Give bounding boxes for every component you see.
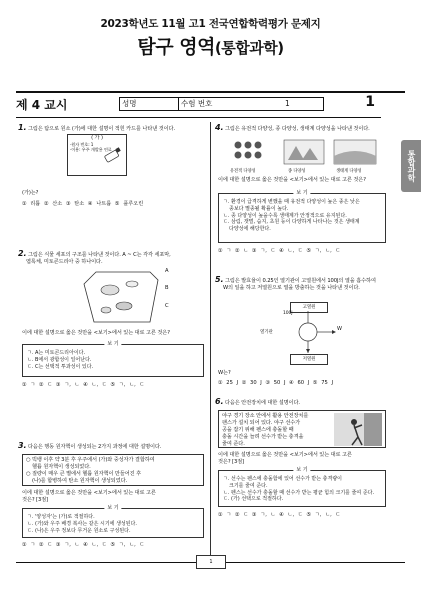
column-divider — [210, 122, 211, 558]
subject-main: 탐구 영역 — [137, 36, 215, 58]
q1-card-line2: ·이용: 우주 개발용 연료 — [70, 147, 112, 152]
q1-card — [67, 134, 127, 176]
q5-text1: 그림은 발효율이 0.25인 열기관이 고열원에서 100J의 열을 흡수하여 — [224, 278, 376, 284]
q3-bogi — [22, 505, 204, 538]
q2-bogi — [22, 341, 204, 377]
q4-bogi-2: 종보다 멸종될 확률이 높다. — [229, 205, 289, 212]
q3-bogi-3: ㄷ. (나)은 우주 정보다 무거운 원소로 구성된다. — [27, 527, 131, 534]
q3-ask — [22, 490, 207, 504]
q3-text: 다음은 행동 원자핵이 생성되는 2가지 과정에 대한 설명이다. — [27, 444, 162, 450]
question-6 — [215, 398, 385, 407]
q3-bogi-title: 보 기 — [104, 505, 121, 512]
name-box[interactable] — [119, 97, 179, 111]
subject-tab[interactable]: 통합과학 — [401, 140, 421, 192]
q2-text1: 그림은 식물 세포의 구조를 나타낸 것이다. A ~ C는 각각 세포막, — [27, 252, 171, 258]
q6-number: 6. — [215, 397, 224, 406]
q2-bogi-2: ㄴ. B에서 광합성이 일어난다. — [27, 356, 92, 363]
plant-cell-diagram — [80, 268, 162, 326]
q3-ask1: 이에 대한 설명으로 옳은 것만을 <보기>에서 있는 대로 고른 — [22, 490, 156, 496]
q3-p4: (나)를 합병하여 탄소 원자핵이 생성되었다. — [32, 478, 128, 484]
exam-number-digit: 1 — [285, 99, 290, 108]
hot-reservoir: 고열원 — [290, 302, 328, 313]
engine-label: 열기관 — [260, 330, 273, 335]
header-rule-bottom — [16, 117, 381, 118]
q6-p1: 야구 경기 장소 안에서 활용 안전장치를 — [222, 413, 309, 419]
subject-sub: (통합과학) — [214, 39, 284, 57]
q4-cap-1: 유전적 다양성 — [230, 169, 256, 174]
q4-bogi-1: ㄱ. 환경이 급격하게 변했을 때 유전적 다양성이 높은 종은 낮은 — [223, 199, 360, 205]
q2-ask: 이에 대한 설명으로 옳은 것만을 <보기>에서 있는 대로 고른 것은? — [22, 330, 170, 336]
exam-title: 2023학년도 11월 고1 전국연합학력평가 문제지 — [100, 18, 321, 30]
label-b: B — [165, 285, 169, 291]
q3-passage — [22, 454, 204, 486]
q3-p2: 헬륨 원자핵이 생성되었다. — [32, 464, 91, 470]
q1-ask: (가)는? — [22, 190, 39, 196]
q6-bogi — [218, 467, 386, 507]
q4-bogi-4: ㄷ. 삼림, 갯벌, 습지, 초원 등이 다양하게 나타나는 것은 생태계 — [223, 219, 360, 226]
name-label: 성명 — [122, 99, 137, 108]
q6-bogi-3: ㄴ. 펜스는 선수가 충돌할 때 선수가 받는 평균 힘의 크기를 줄여 준다. — [223, 489, 375, 496]
session-label: 제 4 교시 — [16, 98, 68, 112]
question-5 — [215, 276, 387, 292]
q3-number: 3. — [18, 441, 27, 450]
q2-bogi-1: ㄱ. A는 미토콘드리아이다. — [27, 350, 86, 356]
work-label: W — [337, 326, 342, 332]
q4-bogi — [218, 190, 386, 243]
q1-card-line1: ·원자 번호: 1 — [70, 142, 94, 147]
toothpaste-icon — [103, 147, 123, 167]
q1-choices[interactable]: ① 리튬 ② 산소 ③ 탄소 ④ 나트륨 ⑤ 플루오린 — [22, 201, 144, 207]
q1-number: 1. — [18, 123, 27, 132]
q6-p3: 공을 잡기 위해 펜스에 충돌할 때 — [222, 427, 294, 433]
baseball-fence-image — [334, 413, 382, 446]
q5-text2: W의 일을 하고 저열원으로 열을 방출하는 것을 나타낸 것이다. — [223, 285, 360, 291]
label-a: A — [165, 268, 169, 274]
header-rule — [16, 91, 405, 93]
q4-text: 그림은 유전적 다양성, 종 다양성, 생태계 다양성을 나타낸 것이다. — [224, 126, 370, 132]
q3-bogi-2: ㄴ. (가)와 우주 배경 복사는 같은 시기에 생성된다. — [27, 520, 137, 527]
q4-cap-3: 생태계 다양성 — [336, 169, 362, 174]
q4-ask: 이에 대한 설명으로 옳은 것만을 <보기>에서 있는 대로 고른 것은? — [218, 177, 366, 183]
footer-page-number: 1 — [209, 559, 213, 565]
q6-bogi-4: ㄷ. (가) 선택으로 적절하다. — [223, 496, 284, 503]
q6-bogi-2: 크기를 줄여 준다. — [229, 482, 268, 489]
q3-ask2: 것은? [3점] — [22, 497, 48, 503]
exam-number-label: 수험 번호 — [181, 99, 213, 108]
exam-number-box[interactable] — [178, 97, 324, 111]
question-1 — [18, 124, 208, 133]
q2-bogi-3: ㄷ. C는 선택적 투과성이 있다. — [27, 363, 94, 370]
biodiversity-images — [230, 136, 380, 168]
q6-ask2: 것은? [3점] — [218, 459, 244, 465]
q6-ask1: 이에 대한 설명으로 옳은 것만을 <보기>에서 있는 대로 고른 — [218, 452, 352, 458]
q3-choices[interactable]: ① ㄱ ② ㄷ ③ ㄱ, ㄴ ④ ㄴ, ㄷ ⑤ ㄱ, ㄴ, ㄷ — [22, 542, 145, 548]
question-2 — [18, 250, 208, 266]
page-number: 1 — [365, 94, 375, 110]
cold-reservoir: 저열원 — [290, 354, 328, 365]
q6-choices[interactable]: ① ㄱ ② ㄷ ③ ㄱ, ㄴ ④ ㄴ, ㄷ ⑤ ㄱ, ㄴ, ㄷ — [218, 512, 341, 518]
q6-text: 다음은 안전장치에 대한 설명이다. — [224, 400, 300, 406]
q4-cap-2: 종 다양성 — [288, 169, 306, 174]
heat-engine-diagram — [270, 311, 350, 355]
q4-bogi-3: ㄴ. 종 다양성이 높을수록 생태계가 안정적으로 유지된다. — [223, 212, 347, 219]
q1-text: 그림은 탐으로 원소 (가)에 대한 설명이 적힌 카드를 나타낸 것이다. — [27, 126, 175, 132]
q3-p1: ○ 빅뱅 이후 약 3분 후 우주에서 (가)와 중성자가 결합하여 — [26, 457, 155, 463]
q6-p2: 팬스가 설치 되어 있다. 야구 선수가 — [222, 420, 301, 426]
q5-number: 5. — [215, 275, 224, 284]
q6-bogi-title: 보 기 — [293, 467, 310, 474]
q2-choices[interactable]: ① ㄱ ② ㄷ ③ ㄱ, ㄴ ④ ㄴ, ㄷ ⑤ ㄱ, ㄴ, ㄷ — [22, 382, 145, 388]
q3-bogi-1: ㄱ. '양성자'는 (가)로 적절하다. — [27, 514, 95, 520]
question-4 — [215, 124, 385, 133]
q5-choices[interactable]: ① 25 J ② 30 J ③ 50 J ④ 60 J ⑤ 75 J — [218, 380, 333, 386]
q6-p4: 충돌 시간을 늘려 선수가 받는 충격을 — [222, 434, 304, 440]
q4-number: 4. — [215, 123, 224, 132]
q2-text2: 엽록체, 미토콘드리아 중 하나이다. — [26, 259, 103, 265]
q3-p3: ○ 질량이 매우 큰 별에서 헬륨 원자핵이 만들어진 후 — [26, 471, 142, 477]
heat-in-label: 100J — [283, 311, 293, 316]
label-c: C — [165, 303, 169, 309]
q6-bogi-1: ㄱ. 선수는 펜스에 충돌함에 있어 선수가 받는 충격량이 — [223, 476, 342, 482]
q5-ask: W는? — [218, 370, 231, 376]
q6-p5: 줄여 준다. — [222, 441, 245, 447]
subject-title — [0, 32, 421, 59]
q4-bogi-5: 다양성에 해당한다. — [229, 226, 271, 233]
footer-page-mark — [196, 555, 226, 569]
question-3 — [18, 442, 208, 451]
q1-card-title: ( 가 ) — [91, 135, 103, 141]
q2-bogi-title: 보 기 — [104, 341, 121, 348]
q4-choices[interactable]: ① ㄱ ② ㄴ ③ ㄱ, ㄷ ④ ㄴ, ㄷ ⑤ ㄱ, ㄴ, ㄷ — [218, 248, 341, 254]
q6-ask — [218, 452, 388, 466]
q2-number: 2. — [18, 249, 27, 258]
q4-bogi-title: 보 기 — [293, 190, 310, 197]
